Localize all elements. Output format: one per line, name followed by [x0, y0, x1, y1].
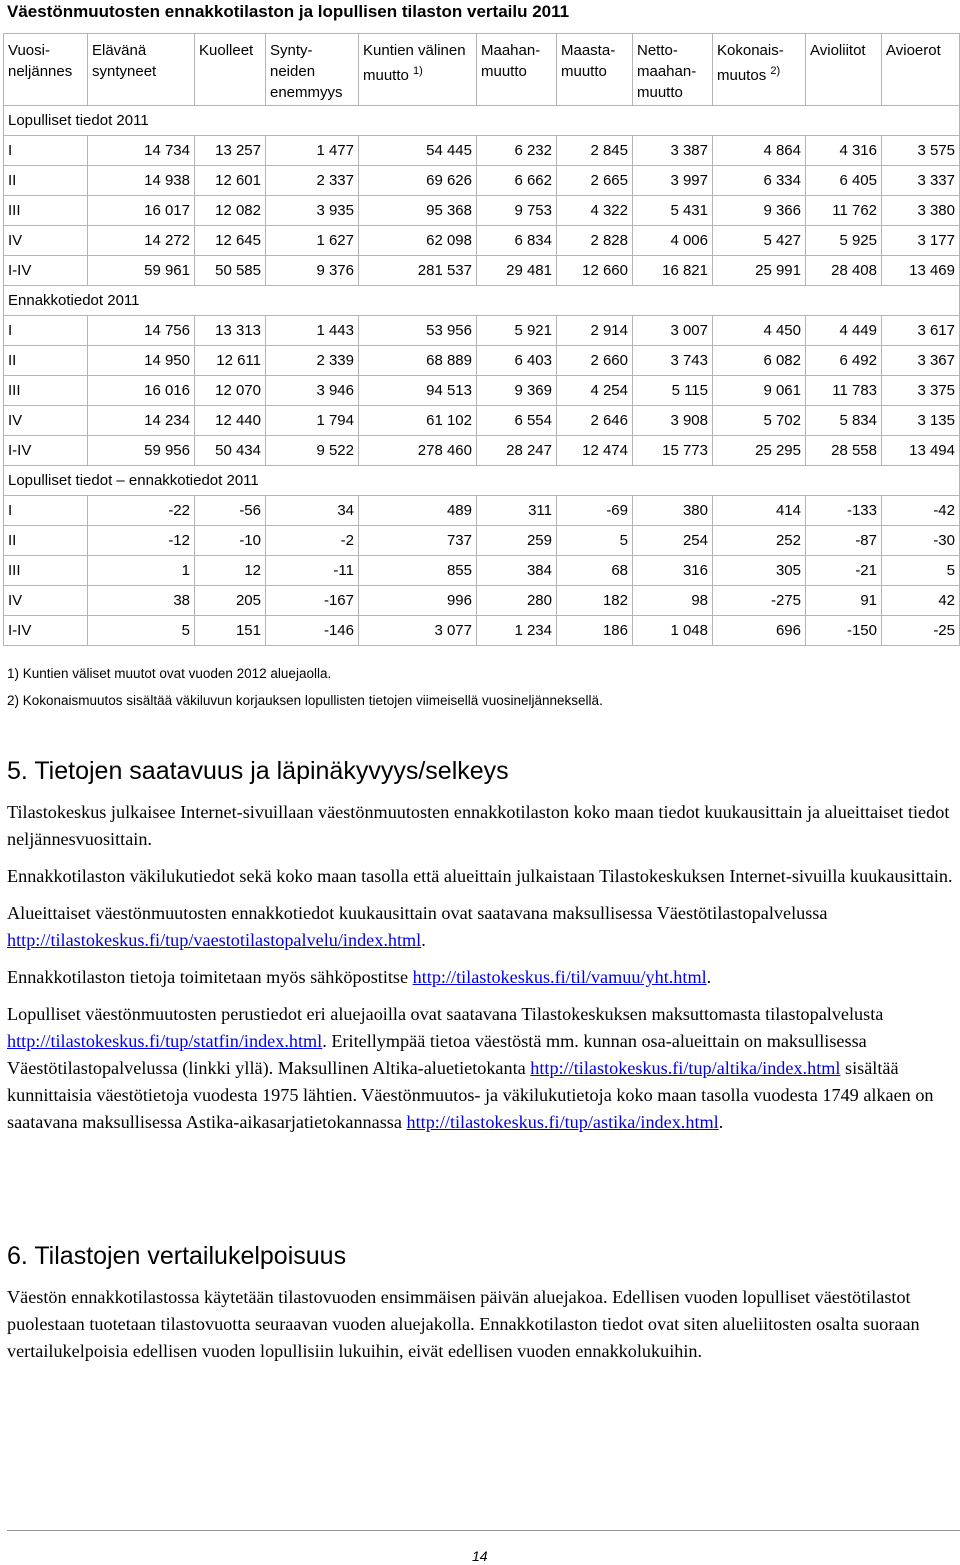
table-cell: 254 — [633, 526, 713, 556]
table-cell: 3 007 — [633, 316, 713, 346]
table-cell: 3 908 — [633, 406, 713, 436]
table-cell: 252 — [713, 526, 806, 556]
table-cell: 4 450 — [713, 316, 806, 346]
table-cell: 3 337 — [882, 166, 960, 196]
table-cell: 3 946 — [266, 376, 359, 406]
table-cell: 3 997 — [633, 166, 713, 196]
table-cell: 12 — [195, 556, 266, 586]
footnote-ref-2: 2) — [770, 65, 781, 77]
table-cell: -25 — [882, 616, 960, 646]
table-cell: 61 102 — [359, 406, 477, 436]
table-row — [4, 226, 960, 256]
table-cell: -167 — [266, 586, 359, 616]
col-header-maahanmuutto: Maahan-muutto — [477, 34, 557, 106]
section-row — [4, 286, 960, 316]
table-cell: 1 443 — [266, 316, 359, 346]
table-cell: 3 575 — [882, 136, 960, 166]
table-cell: -150 — [806, 616, 882, 646]
table-cell: 12 611 — [195, 346, 266, 376]
table-cell: 9 061 — [713, 376, 806, 406]
table-cell: 2 646 — [557, 406, 633, 436]
table-cell: 98 — [633, 586, 713, 616]
table-row — [4, 586, 960, 616]
table-cell: 9 366 — [713, 196, 806, 226]
table-cell: 3 743 — [633, 346, 713, 376]
paragraph: Alueittaiset väestönmuutosten ennakkotiedot kuukausittain ovat saatavana maksullisessa Väestötilastopalvelussa http://tilastokeskus.fi/tup/vaestotilastopalvelu/index.html. — [7, 903, 828, 950]
table-cell: 4 864 — [713, 136, 806, 166]
table-cell: 4 006 — [633, 226, 713, 256]
table-cell: 855 — [359, 556, 477, 586]
table-cell: 50 585 — [195, 256, 266, 286]
table-cell: 4 254 — [557, 376, 633, 406]
table-cell: 281 537 — [359, 256, 477, 286]
section-row — [4, 466, 960, 496]
table-cell: 25 295 — [713, 436, 806, 466]
table-cell: 2 337 — [266, 166, 359, 196]
table-cell: 151 — [195, 616, 266, 646]
quarter-label: IV — [4, 406, 88, 436]
table-cell: 14 734 — [88, 136, 195, 166]
table-cell: 205 — [195, 586, 266, 616]
quarter-label: I-IV — [4, 256, 88, 286]
quarter-label: I — [4, 316, 88, 346]
quarter-label: I — [4, 496, 88, 526]
quarter-label: II — [4, 526, 88, 556]
table-cell: 489 — [359, 496, 477, 526]
table-cell: 38 — [88, 586, 195, 616]
table-cell: 91 — [806, 586, 882, 616]
section-5-body — [7, 799, 959, 1146]
table-cell: 1 477 — [266, 136, 359, 166]
altika-link[interactable]: http://tilastokeskus.fi/tup/altika/index.html — [530, 1058, 841, 1078]
col-header-vuosineljannes: Vuosi-neljännes — [4, 34, 88, 106]
table-cell: 6 082 — [713, 346, 806, 376]
table-cell: 259 — [477, 526, 557, 556]
table-cell: 5 925 — [806, 226, 882, 256]
table-cell: 6 492 — [806, 346, 882, 376]
table-cell: 3 380 — [882, 196, 960, 226]
table-cell: 3 177 — [882, 226, 960, 256]
table-cell: 3 935 — [266, 196, 359, 226]
table-row — [4, 196, 960, 226]
table-row — [4, 346, 960, 376]
table-cell: 1 048 — [633, 616, 713, 646]
table-cell: 69 626 — [359, 166, 477, 196]
table-cell: 5 115 — [633, 376, 713, 406]
table-cell: 2 845 — [557, 136, 633, 166]
table-cell: -21 — [806, 556, 882, 586]
table-cell: -275 — [713, 586, 806, 616]
table-cell: 4 322 — [557, 196, 633, 226]
footnote-ref-1: 1) — [413, 65, 423, 77]
table-row — [4, 256, 960, 286]
table-cell: 311 — [477, 496, 557, 526]
table-cell: 5 — [557, 526, 633, 556]
table-cell: 14 938 — [88, 166, 195, 196]
table-cell: 50 434 — [195, 436, 266, 466]
table-cell: 62 098 — [359, 226, 477, 256]
table-cell: 13 257 — [195, 136, 266, 166]
table-cell: 6 403 — [477, 346, 557, 376]
footnote-2: 2) Kokonaismuutos sisältää väkiluvun korjauksen lopullisten tietojen viimeisellä vuosineljänneksellä. — [7, 693, 603, 708]
table-cell: 3 077 — [359, 616, 477, 646]
table-cell: 25 991 — [713, 256, 806, 286]
table-cell: 6 405 — [806, 166, 882, 196]
table-cell: 12 070 — [195, 376, 266, 406]
table-cell: 11 762 — [806, 196, 882, 226]
section-6-heading: 6. Tilastojen vertailukelpoisuus — [7, 1242, 347, 1270]
table-cell: 380 — [633, 496, 713, 526]
table-cell: 278 460 — [359, 436, 477, 466]
table-body — [4, 106, 960, 646]
table-cell: 12 601 — [195, 166, 266, 196]
table-cell: 3 375 — [882, 376, 960, 406]
table-cell: 59 956 — [88, 436, 195, 466]
col-header-kuntien-valinen-muutto: Kuntien välinen muutto $^{1)}$ — [359, 34, 477, 106]
table-cell: -10 — [195, 526, 266, 556]
table-cell: 14 756 — [88, 316, 195, 346]
table-cell: -11 — [266, 556, 359, 586]
table-cell: 28 408 — [806, 256, 882, 286]
table-cell: 3 387 — [633, 136, 713, 166]
table-row — [4, 616, 960, 646]
quarter-label: I-IV — [4, 616, 88, 646]
table-cell: 2 660 — [557, 346, 633, 376]
col-header-avioerot: Avioerot — [882, 34, 960, 106]
table-cell: 13 494 — [882, 436, 960, 466]
table-cell: 12 660 — [557, 256, 633, 286]
col-header-avioliitot: Avioliitot — [806, 34, 882, 106]
table-cell: -56 — [195, 496, 266, 526]
table-cell: 12 082 — [195, 196, 266, 226]
table-row — [4, 526, 960, 556]
table-cell: 5 — [882, 556, 960, 586]
table-cell: 5 921 — [477, 316, 557, 346]
table-cell: 12 474 — [557, 436, 633, 466]
table-cell: 996 — [359, 586, 477, 616]
quarter-label: I-IV — [4, 436, 88, 466]
section-6-body — [7, 1284, 959, 1375]
table-cell: 16 821 — [633, 256, 713, 286]
quarter-label: II — [4, 166, 88, 196]
table-cell: 13 469 — [882, 256, 960, 286]
table-row — [4, 376, 960, 406]
table-cell: 5 834 — [806, 406, 882, 436]
table-cell: 414 — [713, 496, 806, 526]
table-cell: 16 017 — [88, 196, 195, 226]
table-cell: 6 554 — [477, 406, 557, 436]
table-cell: 14 272 — [88, 226, 195, 256]
footer-divider — [7, 1530, 960, 1531]
col-header-nettomaahanmuutto: Netto-maahan-muutto — [633, 34, 713, 106]
section-label: Lopulliset tiedot – ennakkotiedot 2011 — [4, 466, 960, 496]
table-row — [4, 316, 960, 346]
table-cell: 16 016 — [88, 376, 195, 406]
table-cell: 9 522 — [266, 436, 359, 466]
table-cell: -42 — [882, 496, 960, 526]
comparison-table — [3, 33, 960, 646]
section-label: Ennakkotiedot 2011 — [4, 286, 960, 316]
table-cell: 2 339 — [266, 346, 359, 376]
col-header-elavana-syntyneet: Elävänä syntyneet — [88, 34, 195, 106]
astika-link[interactable]: http://tilastokeskus.fi/tup/astika/index.html — [406, 1112, 719, 1132]
table-cell: 28 247 — [477, 436, 557, 466]
table-cell: 12 440 — [195, 406, 266, 436]
paragraph: Väestön ennakkotilastossa käytetään tilastovuoden ensimmäisen päivän aluejakoa. Edellisen vuoden lopulliset väestötilastot puolestaan tuotetaan tilastovuotta seuraavan vuoden aluejakolla. Ennakkotilaston tiedot ovat siten alueliitosten osalta suoraan vertailukelpoisia edellisen vuoden lopullisiin lukuihin, eivät edellisen vuoden ennakkolukuihin. — [7, 1287, 920, 1361]
page-title: Väestönmuutosten ennakkotilaston ja lopullisen tilaston vertailu 2011 — [7, 2, 570, 21]
table-cell: -2 — [266, 526, 359, 556]
table-cell: 59 961 — [88, 256, 195, 286]
table-cell: 68 — [557, 556, 633, 586]
footnotes — [7, 660, 603, 714]
table-cell: 2 665 — [557, 166, 633, 196]
table-cell: 95 368 — [359, 196, 477, 226]
table-cell: -87 — [806, 526, 882, 556]
paragraph: Ennakkotilaston väkilukutiedot sekä koko maan tasolla että alueittain julkaistaan Tilastokeskuksen Internet-sivuilla kuukausittain. — [7, 866, 953, 886]
table-cell: 94 513 — [359, 376, 477, 406]
table-cell: 696 — [713, 616, 806, 646]
header-row — [4, 34, 960, 106]
table-row — [4, 136, 960, 166]
table-cell: 5 431 — [633, 196, 713, 226]
table-cell: 2 914 — [557, 316, 633, 346]
table-cell: 6 232 — [477, 136, 557, 166]
quarter-label: III — [4, 556, 88, 586]
table-cell: 2 828 — [557, 226, 633, 256]
footnote-1: 1) Kuntien väliset muutot ovat vuoden 2012 aluejaolla. — [7, 666, 332, 681]
table-cell: 12 645 — [195, 226, 266, 256]
quarter-label: II — [4, 346, 88, 376]
table-cell: 15 773 — [633, 436, 713, 466]
quarter-label: III — [4, 196, 88, 226]
col-header-maastamuutto: Maasta-muutto — [557, 34, 633, 106]
table-cell: 384 — [477, 556, 557, 586]
section-row — [4, 106, 960, 136]
table-row — [4, 436, 960, 466]
quarter-label: III — [4, 376, 88, 406]
table-cell: 42 — [882, 586, 960, 616]
table-cell: -133 — [806, 496, 882, 526]
table-cell: 29 481 — [477, 256, 557, 286]
table-cell: -12 — [88, 526, 195, 556]
table-cell: 9 376 — [266, 256, 359, 286]
section-5-heading: 5. Tietojen saatavuus ja läpinäkyvyys/selkeys — [7, 757, 509, 785]
table-cell: 9 753 — [477, 196, 557, 226]
table-cell: 34 — [266, 496, 359, 526]
table-row — [4, 556, 960, 586]
table-cell: 4 449 — [806, 316, 882, 346]
table-cell: 53 956 — [359, 316, 477, 346]
table-cell: 1 794 — [266, 406, 359, 436]
table-cell: -22 — [88, 496, 195, 526]
table-cell: 4 316 — [806, 136, 882, 166]
table-cell: 1 — [88, 556, 195, 586]
table-row — [4, 406, 960, 436]
table-cell: 1 627 — [266, 226, 359, 256]
quarter-label: IV — [4, 226, 88, 256]
table-cell: 1 234 — [477, 616, 557, 646]
col-header-kuolleet: Kuolleet — [195, 34, 266, 106]
table-cell: 186 — [557, 616, 633, 646]
paragraph: Tilastokeskus julkaisee Internet-sivuillaan väestönmuutosten ennakkotilaston koko maan tiedot kuukausittain ja alueittaiset tiedot neljännesvuosittain. — [7, 802, 950, 849]
table-cell: 316 — [633, 556, 713, 586]
paragraph: Lopulliset väestönmuutosten perustiedot eri aluejaoilla ovat saatavana Tilastokeskuksen maksuttomasta tilastopalvelusta http://tilastokeskus.fi/tup/statfin/index.html. Eritellympää tietoa väestöstä mm. kunnan osa-alueittain on maksullisessa Väestötilastopalvelussa (linkki yllä). Maksullinen Altika-aluetietokanta http://tilastokeskus.fi/tup/altika/index.html sisältää kunnittaisia väestötietoja vuodesta 1975 lähtien. Väestönmuutos- ja väkilukutietoja koko maan tasolla vuodesta 1749 alkaen on saatavana maksullisessa Astika-aikasarjatietokannassa http://tilastokeskus.fi/tup/astika/index.html. — [7, 1004, 934, 1132]
table-row — [4, 496, 960, 526]
paragraph: Ennakkotilaston tietoja toimitetaan myös sähköpostitse http://tilastokeskus.fi/til/vamuu/yht.html. — [7, 967, 712, 987]
table-cell: -30 — [882, 526, 960, 556]
table-row — [4, 166, 960, 196]
table-cell: 182 — [557, 586, 633, 616]
table-cell: 280 — [477, 586, 557, 616]
vaestotilastopalvelu-link[interactable]: http://tilastokeskus.fi/tup/vaestotilastopalvelu/index.html — [7, 930, 422, 950]
table-cell: 305 — [713, 556, 806, 586]
section-label: Lopulliset tiedot 2011 — [4, 106, 960, 136]
table-cell: 3 617 — [882, 316, 960, 346]
table-cell: 5 427 — [713, 226, 806, 256]
table-cell: 5 — [88, 616, 195, 646]
table-cell: 68 889 — [359, 346, 477, 376]
table-cell: 13 313 — [195, 316, 266, 346]
table-cell: 6 662 — [477, 166, 557, 196]
table-cell: 3 367 — [882, 346, 960, 376]
table-cell: 11 783 — [806, 376, 882, 406]
table-cell: 3 135 — [882, 406, 960, 436]
quarter-label: I — [4, 136, 88, 166]
table-cell: 28 558 — [806, 436, 882, 466]
page-number: 14 — [472, 1548, 488, 1564]
table-cell: 14 950 — [88, 346, 195, 376]
quarter-label: IV — [4, 586, 88, 616]
table-cell: 5 702 — [713, 406, 806, 436]
statfin-link[interactable]: http://tilastokeskus.fi/tup/statfin/index.html — [7, 1031, 323, 1051]
col-header-syntyneiden-enemmyys: Synty-neiden enemmyys — [266, 34, 359, 106]
table-cell: 54 445 — [359, 136, 477, 166]
col-header-kokonaismuutos: Kokonais-muutos $^{2)}$ — [713, 34, 806, 106]
table-cell: 14 234 — [88, 406, 195, 436]
table-cell: -146 — [266, 616, 359, 646]
table-cell: 6 834 — [477, 226, 557, 256]
table-cell: 9 369 — [477, 376, 557, 406]
vamuu-link[interactable]: http://tilastokeskus.fi/til/vamuu/yht.html — [412, 967, 707, 987]
table-cell: -69 — [557, 496, 633, 526]
table-cell: 6 334 — [713, 166, 806, 196]
table-cell: 737 — [359, 526, 477, 556]
